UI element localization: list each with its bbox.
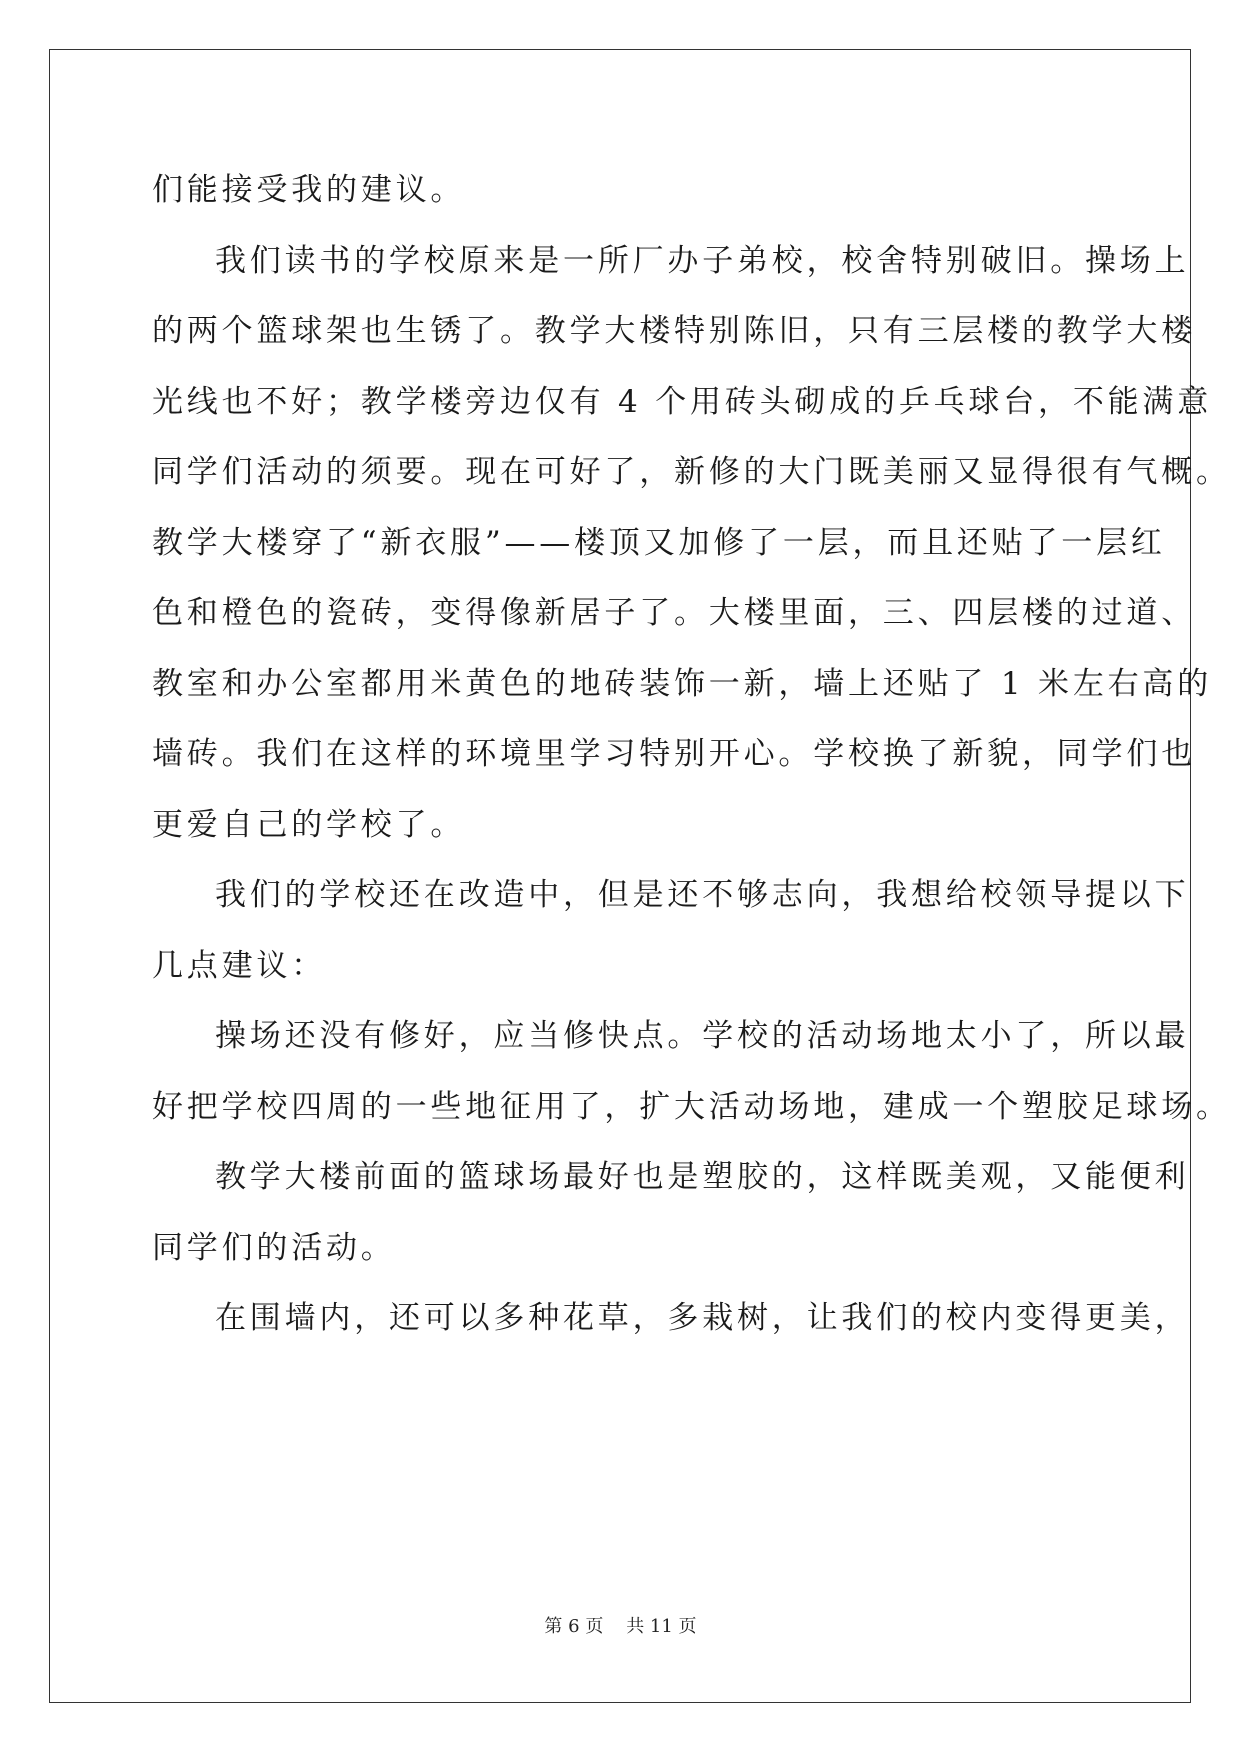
page-number-footer: 第 6 页 共 11 页 — [544, 1616, 697, 1637]
text-line: 色和橙色的瓷砖，变得像新居子了。大楼里面，三、四层楼的过道、 — [152, 595, 1196, 631]
text-line: 光线也不好；教学楼旁边仅有 4 个用砖头砌成的乒乓球台，不能满意 — [152, 383, 1213, 420]
paragraph-first-line: 我们读书的学校原来是一所厂办子弟校，校舍特别破旧。操场上 — [215, 242, 1190, 279]
text-line: 同学们活动的须要。现在可好了，新修的大门既美丽又显得很有气概。 — [152, 454, 1231, 490]
document-body — [152, 155, 1231, 1354]
text-line: 教室和办公室都用米黄色的地砖装饰一新，墙上还贴了 1 米左右高的 — [152, 665, 1213, 702]
paragraph-first-line: 我们的学校还在改造中，但是还不够志向，我想给校领导提以下 — [215, 877, 1190, 913]
text-line: 墙砖。我们在这样的环境里学习特别开心。学校换了新貌，同学们也 — [152, 736, 1196, 772]
text-line: 同学们的活动。 — [152, 1229, 396, 1266]
text-line: 的两个篮球架也生锈了。教学大楼特别陈旧，只有三层楼的教学大楼 — [152, 313, 1196, 349]
paragraph-first-line: 教学大楼前面的篮球场最好也是塑胶的，这样既美观，又能便利 — [215, 1159, 1190, 1195]
text-line: 教学大楼穿了“新衣服”——楼顶又加修了一层，而且还贴了一层红 — [152, 524, 1166, 561]
text-line: 们能接受我的建议。 — [152, 172, 466, 208]
paragraph-first-line: 在围墙内，还可以多种花草，多栽树，让我们的校内变得更美， — [215, 1300, 1190, 1336]
text-line: 更爱自己的学校了。 — [152, 806, 466, 843]
paragraph-first-line: 操场还没有修好，应当修快点。学校的活动场地太小了，所以最 — [215, 1018, 1190, 1054]
text-line: 几点建议： — [152, 947, 326, 984]
text-line: 好把学校四周的一些地征用了，扩大活动场地，建成一个塑胶足球场。 — [152, 1088, 1231, 1125]
